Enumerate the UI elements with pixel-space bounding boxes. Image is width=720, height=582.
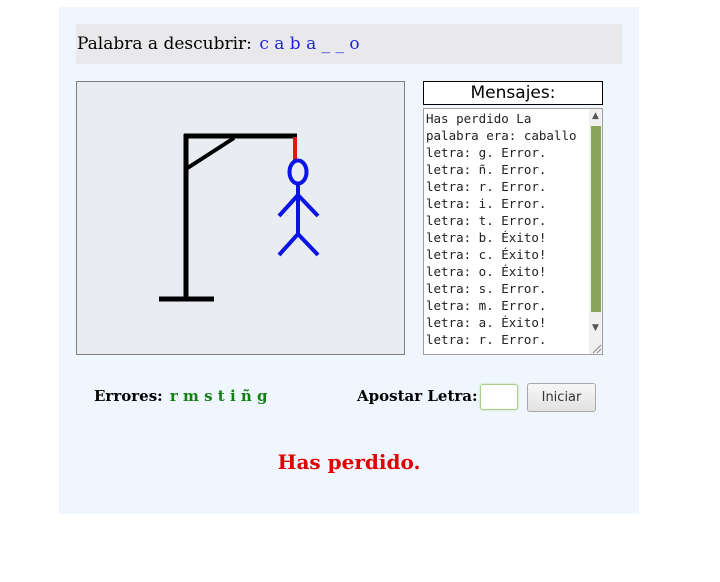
messages-scrollbar[interactable]: [589, 109, 602, 354]
figure-left-leg: [279, 234, 298, 255]
hangman-drawing: [76, 81, 405, 355]
bet-letter-label: Apostar Letra:: [357, 387, 478, 405]
errors-label: Errores:: [94, 387, 163, 405]
word-bar: [76, 24, 622, 64]
hidden-word: c a b a _ _ o: [259, 34, 360, 54]
game-panel: [59, 7, 639, 514]
resize-grip-icon[interactable]: [590, 342, 602, 354]
messages-log: Has perdido La palabra era: caballo letra: g. Error. letra: ñ. Error. letra: r. Error. letra: i. Error. letra: t. Error. letra: b. Éxito! letra: c. Éxito! letra: o. Éxito! letra: s. Error. letra: m. Error. letra: a. Éxito! letra: r. Error.: [426, 111, 577, 347]
figure-right-arm: [298, 195, 318, 216]
errors-area: [94, 387, 267, 405]
result-message: Has perdido.: [277, 450, 421, 474]
figure-right-leg: [298, 234, 318, 255]
scroll-thumb[interactable]: [591, 126, 601, 312]
scroll-up-icon[interactable]: ▲: [592, 111, 599, 121]
word-label: Palabra a descubrir:: [77, 34, 252, 54]
figure-left-arm: [279, 195, 298, 216]
errors-letters: r m s t i ñ g: [169, 387, 268, 405]
figure-head: [290, 161, 307, 184]
messages-textarea[interactable]: [423, 108, 603, 355]
messages-title: Mensajes:: [423, 81, 603, 105]
scroll-down-icon[interactable]: ▼: [592, 323, 599, 333]
start-button[interactable]: Iniciar: [527, 383, 596, 412]
letter-input[interactable]: [480, 384, 518, 410]
gallows-brace: [186, 138, 234, 169]
hangman-canvas: [77, 82, 404, 354]
